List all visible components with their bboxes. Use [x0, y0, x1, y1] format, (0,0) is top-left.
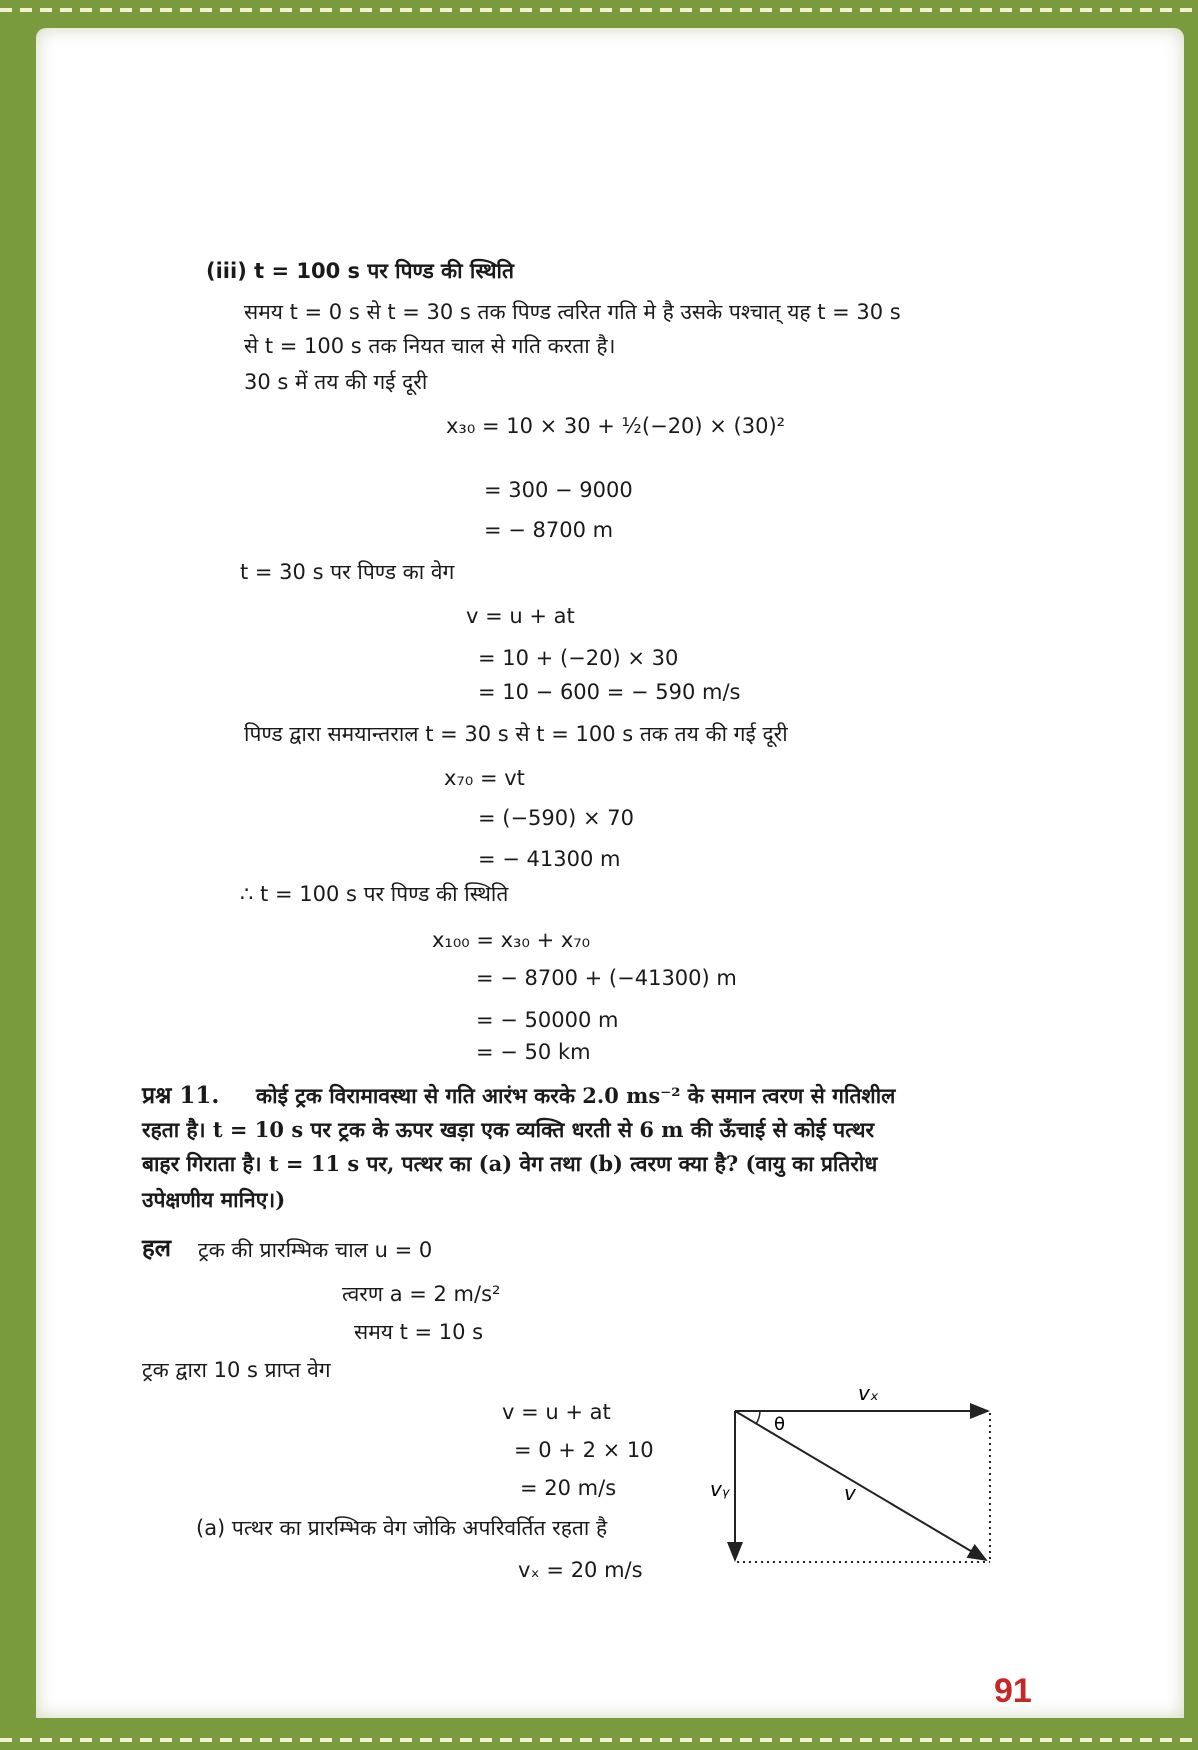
question-label: प्रश्न 11.: [142, 1082, 220, 1109]
equation: = − 50000 m: [476, 1008, 619, 1032]
equation: x₁₀₀ = x₃₀ + x₇₀: [432, 928, 591, 952]
equation: x₇₀ = vt: [444, 766, 525, 790]
equation: = (−590) × 70: [478, 806, 635, 830]
question-line: उपेक्षणीय मानिए।): [142, 1187, 286, 1212]
solution-line: (a) पत्थर का प्रारम्भिक वेग जोकि अपरिवर्तित रहता है: [196, 1516, 608, 1540]
paragraph-line: t = 30 s पर पिण्ड का वेग: [240, 560, 455, 584]
equation: v = u + at: [466, 604, 575, 628]
equation: x₃₀ = 10 × 30 + ½(−20) × (30)²: [446, 414, 786, 438]
v-label: v: [844, 1481, 856, 1505]
solution-line: ट्रक की प्रारम्भिक चाल u = 0: [198, 1238, 433, 1262]
equation: = 10 + (−20) × 30: [478, 646, 679, 670]
equation: = − 8700 m: [484, 518, 614, 542]
solution-label: हल: [142, 1233, 172, 1262]
equation: = 20 m/s: [520, 1476, 617, 1500]
theta-label: θ: [774, 1414, 786, 1435]
equation: = − 41300 m: [478, 847, 621, 871]
question-line: बाहर गिराता है। t = 11 s पर, पत्थर का (a) वेग तथा (b) त्वरण क्या है? (वायु का प्रतिरोध: [142, 1151, 878, 1176]
paragraph-line: समय t = 0 s से t = 30 s तक पिण्ड त्वरित गति मे है उसके पश्चात् यह t = 30 s: [244, 300, 901, 324]
equation: vₓ = 20 m/s: [518, 1558, 643, 1582]
solution-line: त्वरण a = 2 m/s²: [342, 1282, 501, 1306]
equation: = 10 − 600 = − 590 m/s: [478, 680, 741, 704]
page-number: 91: [994, 1672, 1032, 1710]
v-arrow: [735, 1411, 986, 1560]
solution-line: समय t = 10 s: [354, 1320, 484, 1344]
vy-label: vᵧ: [710, 1477, 730, 1501]
paragraph-line: 30 s में तय की गई दूरी: [244, 370, 428, 394]
paragraph-line: ∴ t = 100 s पर पिण्ड की स्थिति: [240, 882, 509, 906]
paragraph-line: से t = 100 s तक नियत चाल से गति करता है।: [244, 334, 616, 358]
part-iii-heading: (iii) t = 100 s पर पिण्ड की स्थिति: [206, 259, 514, 283]
equation: = 300 − 9000: [484, 478, 633, 502]
angle-arc: [756, 1411, 760, 1424]
vx-label: vₓ: [858, 1381, 879, 1405]
equation: = − 8700 + (−41300) m: [476, 966, 737, 990]
equation: = − 50 km: [476, 1040, 591, 1064]
paragraph-line: पिण्ड द्वारा समयान्तराल t = 30 s से t = 100 s तक तय की गई दूरी: [244, 722, 788, 746]
equation: = 0 + 2 × 10: [514, 1438, 654, 1462]
solution-line: ट्रक द्वारा 10 s प्राप्त वेग: [142, 1358, 331, 1382]
equation: v = u + at: [502, 1400, 611, 1424]
question-line: कोई ट्रक विरामावस्था से गति आरंभ करके 2.0 ms⁻² के समान त्वरण से गतिशील: [256, 1083, 896, 1108]
question-line: रहता है। t = 10 s पर ट्रक के ऊपर खड़ा एक व्यक्ति धरती से 6 m की ऊँचाई से कोई पत्थर: [142, 1117, 875, 1142]
